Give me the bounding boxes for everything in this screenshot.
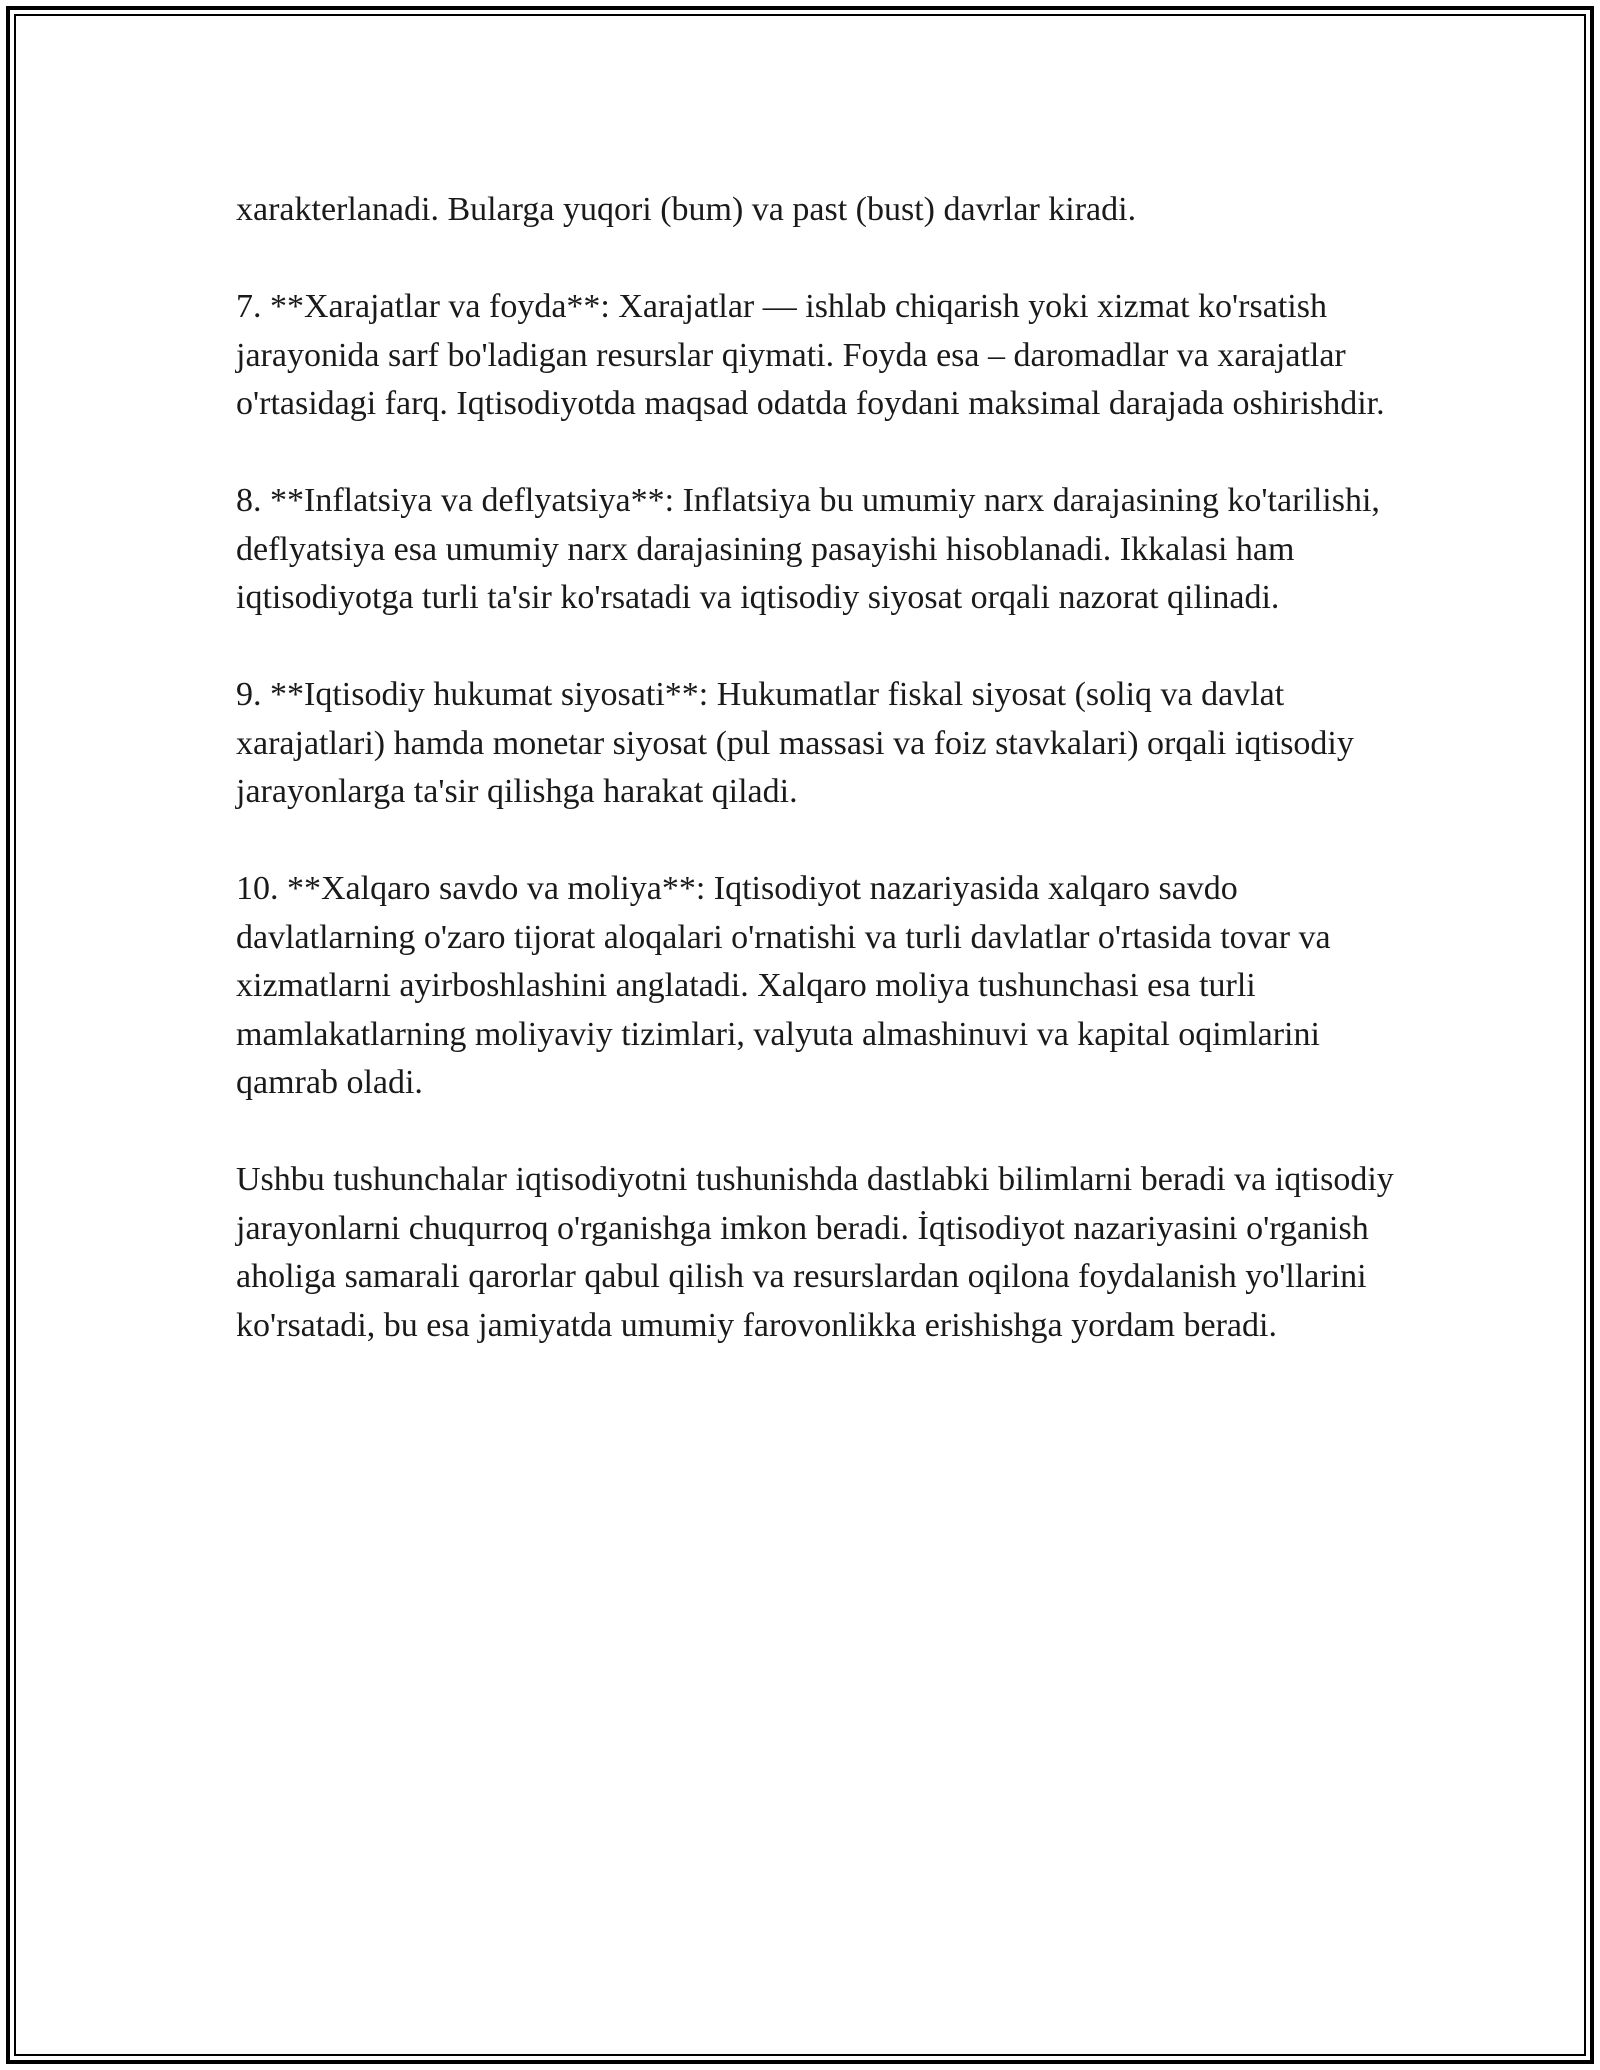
- paragraph-conclusion: Ushbu tushunchalar iqtisodiyotni tushunishda dastlabki bilimlarni beradi va iqtisodiy jarayonlarni chuqurroq o'rganishga imkon beradi. İqtisodiyot nazariyasini o'rganish aholiga samarali qarorlar qabul qilish va resurslardan oqilona foydalanish yo'llarini ko'rsatadi, bu esa jamiyatda umumiy farovonlikka erishishga yordam beradi.: [236, 1161, 1394, 1344]
- paragraph-item-10: 10. **Xalqaro savdo va moliya**: Iqtisodiyot nazariyasida xalqaro savdo davlatlarning o'zaro tijorat aloqalari o'rnatishi va turli davlatlar o'rtasida tovar va xizmatlarni ayirboshlashini anglatadi. Xalqaro moliya tushunchasi esa turli mamlakatlarning moliyaviy tizimlari, valyuta almashinuvi va kapital oqimlarini qamrab oladi.: [236, 870, 1331, 1101]
- document-body: [236, 186, 1396, 1350]
- paragraph-item-8: 8. **Inflatsiya va deflyatsiya**: Inflatsiya bu umumiy narx darajasining ko'tarilishi, deflyatsiya esa umumiy narx darajasining pasayishi hisoblanadi. Ikkalasi ham iqtisodiyotga turli ta'sir ko'rsatadi va iqtisodiy siyosat orqali nazorat qilinadi.: [236, 482, 1380, 616]
- paragraph-item-7: 7. **Xarajatlar va foyda**: Xarajatlar — ishlab chiqarish yoki xizmat ko'rsatish jarayonida sarf bo'ladigan resurslar qiymati. Foyda esa – daromadlar va xarajatlar o'rtasidagi farq. Iqtisodiyotda maqsad odatda foydani maksimal darajada oshirishdir.: [236, 288, 1385, 422]
- paragraph-item-9: 9. **Iqtisodiy hukumat siyosati**: Hukumatlar fiskal siyosat (soliq va davlat xarajatlari) hamda monetar siyosat (pul massasi va foiz stavkalari) orqali iqtisodiy jarayonlarga ta'sir qilishga harakat qiladi.: [236, 676, 1354, 810]
- paragraph-intro-continuation: xarakterlanadi. Bularga yuqori (bum) va past (bust) davrlar kiradi.: [236, 191, 1137, 228]
